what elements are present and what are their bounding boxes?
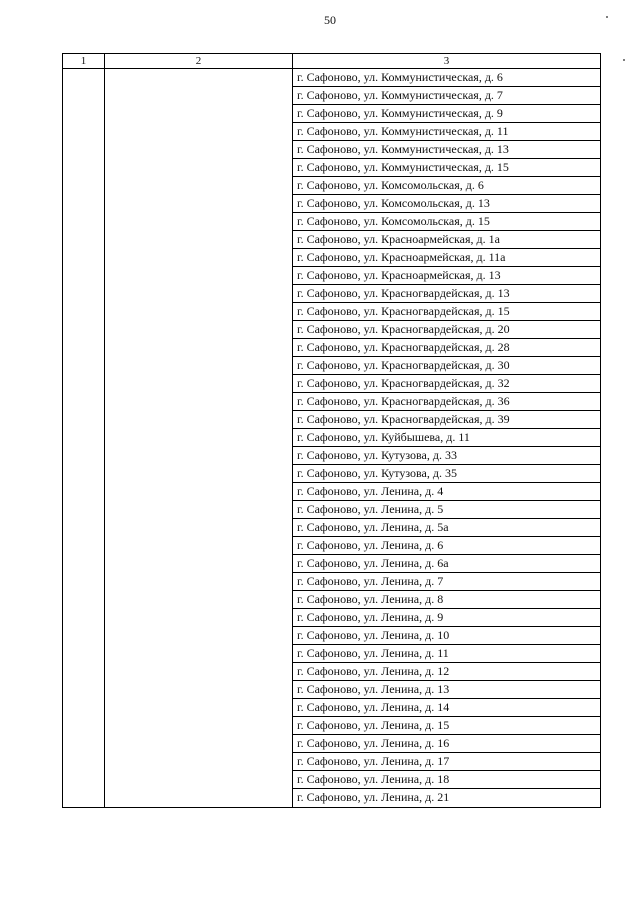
table-row: г. Сафоново, ул. Красногвардейская, д. 39	[293, 411, 600, 429]
table-body	[63, 69, 600, 807]
table-row: г. Сафоново, ул. Коммунистическая, д. 13	[293, 141, 600, 159]
table-row: г. Сафоново, ул. Ленина, д. 14	[293, 699, 600, 717]
column-2-merged-cell	[105, 69, 293, 807]
table-row: г. Сафоново, ул. Ленина, д. 7	[293, 573, 600, 591]
table-row: г. Сафоново, ул. Красноармейская, д. 13	[293, 267, 600, 285]
table-row: г. Сафоново, ул. Ленина, д. 5	[293, 501, 600, 519]
table-row: г. Сафоново, ул. Ленина, д. 18	[293, 771, 600, 789]
table-row: г. Сафоново, ул. Ленина, д. 21	[297, 790, 450, 804]
table-row: г. Сафоново, ул. Ленина, д. 10	[293, 627, 600, 645]
table-row: г. Сафоново, ул. Красногвардейская, д. 36	[293, 393, 600, 411]
table-row: г. Сафоново, ул. Красногвардейская, д. 13	[293, 285, 600, 303]
table-row: г. Сафоново, ул. Кутузова, д. 33	[293, 447, 600, 465]
table-row: г. Сафоново, ул. Ленина, д. 9	[293, 609, 600, 627]
table-row: г. Сафоново, ул. Куйбышева, д. 11	[293, 429, 600, 447]
column-header-3: 3	[443, 55, 450, 67]
table-row: г. Сафоново, ул. Красноармейская, д. 1а	[293, 231, 600, 249]
table-row: г. Сафоново, ул. Ленина, д. 11	[293, 645, 600, 663]
table-row: г. Сафоново, ул. Красноармейская, д. 11а	[293, 249, 600, 267]
table-row: г. Сафоново, ул. Красногвардейская, д. 32	[293, 375, 600, 393]
table-row: г. Сафоново, ул. Ленина, д. 16	[293, 735, 600, 753]
table-row: г. Сафоново, ул. Ленина, д. 12	[293, 663, 600, 681]
table-row: г. Сафоново, ул. Комсомольская, д. 15	[293, 213, 600, 231]
table-row: г. Сафоново, ул. Коммунистическая, д. 11	[293, 123, 600, 141]
table-row: г. Сафоново, ул. Ленина, д. 6а	[293, 555, 600, 573]
table-row: г. Сафоново, ул. Ленина, д. 8	[293, 591, 600, 609]
table-row: г. Сафоново, ул. Красногвардейская, д. 30	[293, 357, 600, 375]
table-header-row	[63, 54, 600, 69]
column-header-2: 2	[105, 54, 293, 68]
table-row: г. Сафоново, ул. Коммунистическая, д. 15	[293, 159, 600, 177]
column-header-1: 1	[63, 54, 105, 68]
table-row: г. Сафоново, ул. Ленина, д. 6	[293, 537, 600, 555]
column-3-address-list	[293, 69, 600, 807]
scan-speck	[623, 59, 625, 61]
address-table	[62, 53, 601, 808]
table-row: г. Сафоново, ул. Кутузова, д. 35	[293, 465, 600, 483]
table-row: г. Сафоново, ул. Красногвардейская, д. 15	[293, 303, 600, 321]
scan-speck	[606, 16, 608, 18]
column-1-merged-cell	[63, 69, 105, 807]
table-row: г. Сафоново, ул. Комсомольская, д. 13	[293, 195, 600, 213]
table-row: г. Сафоново, ул. Коммунистическая, д. 6	[293, 69, 600, 87]
table-row: г. Сафоново, ул. Ленина, д. 15	[293, 717, 600, 735]
table-row: г. Сафоново, ул. Коммунистическая, д. 9	[293, 105, 600, 123]
table-row: г. Сафоново, ул. Ленина, д. 13	[293, 681, 600, 699]
table-row: г. Сафоново, ул. Ленина, д. 17	[293, 753, 600, 771]
table-row: г. Сафоново, ул. Красногвардейская, д. 28	[293, 339, 600, 357]
table-row: г. Сафоново, ул. Комсомольская, д. 6	[293, 177, 600, 195]
table-row: г. Сафоново, ул. Ленина, д. 4	[293, 483, 600, 501]
table-row: г. Сафоново, ул. Красногвардейская, д. 20	[293, 321, 600, 339]
table-row: г. Сафоново, ул. Ленина, д. 5а	[293, 519, 600, 537]
page-number: 50	[324, 13, 336, 27]
table-row: г. Сафоново, ул. Коммунистическая, д. 7	[293, 87, 600, 105]
